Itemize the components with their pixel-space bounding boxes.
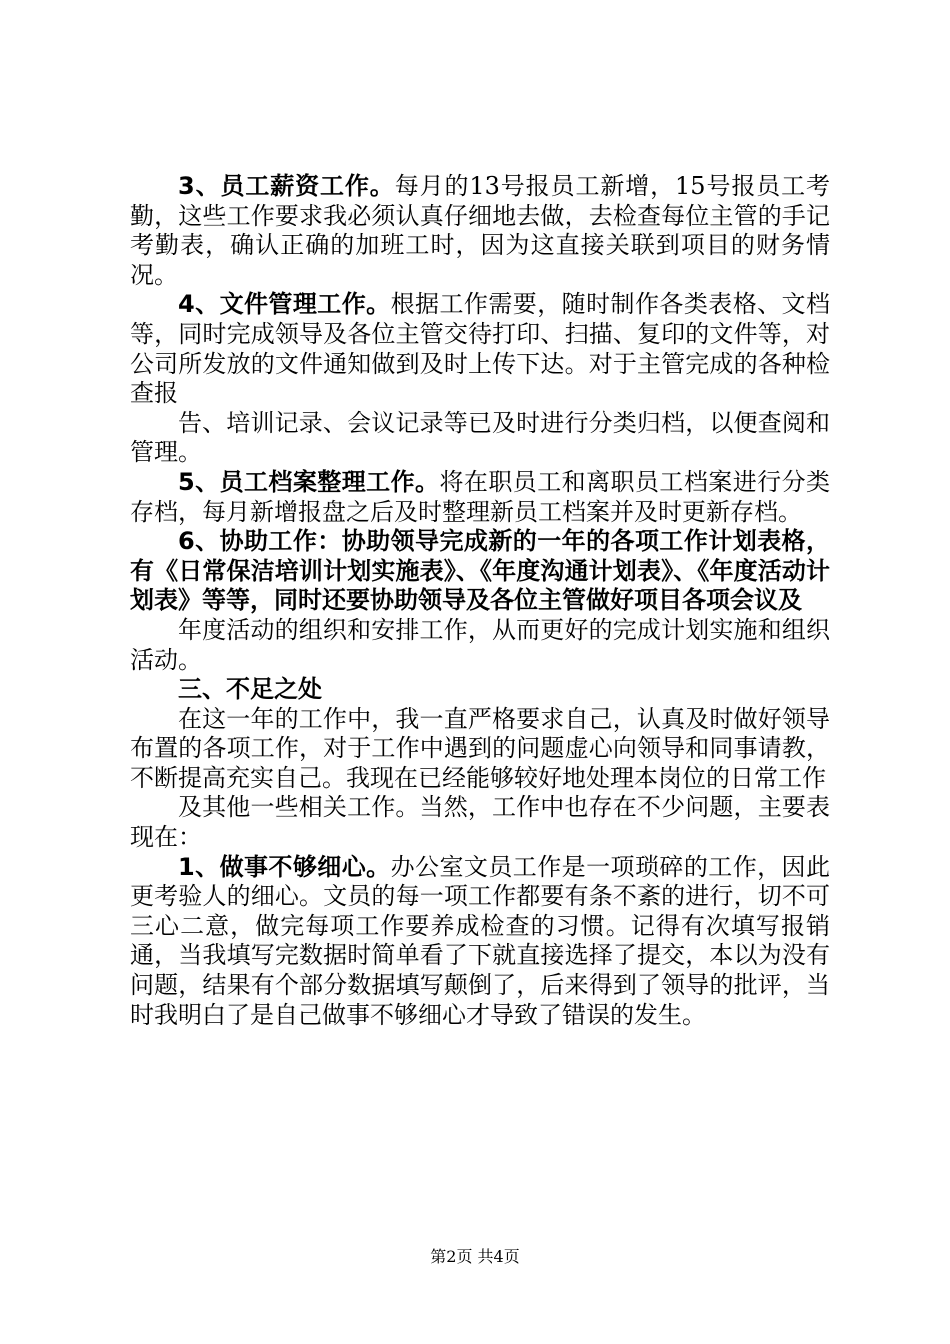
paragraph-summary-cont	[130, 793, 830, 852]
page-footer: 第2页 共4页	[430, 1247, 520, 1266]
paragraph-heading: 5、员工档案整理工作。	[178, 467, 440, 496]
paragraph-text: 告、培训记录、会议记录等已及时进行分类归档，以便查阅和管理。	[130, 408, 830, 467]
document-body	[130, 172, 830, 1030]
paragraph-file-management	[130, 290, 830, 408]
paragraph-text: 在这一年的工作中，我一直严格要求自己，认真及时做好领导布置的各项工作，对于工作中遇到的问题虚心向领导和同事请教，不断提高充实自己。我现在已经能够较好地处理本岗位的日常工作	[130, 704, 830, 792]
paragraph-text: 6、协助工作：协助领导完成新的一年的各项工作计划表格，有《日常保洁培训计划实施表》、《年度沟通计划表》、《年度活动计划表》等等，同时还要协助领导及各位主管做好项目各项会议及	[130, 527, 830, 615]
section-title: 三、不足之处	[178, 675, 322, 704]
paragraph-archives	[130, 468, 830, 527]
paragraph-text: 及其他一些相关工作。当然，工作中也存在不少问题，主要表现在：	[130, 793, 830, 852]
paragraph-text: 每月的13号报员工新增，15号报员工考勤，这些工作要求我必须认真仔细地去做，去检查每位主管的手记考勤表，确认正确的加班工时，因为这直接关联到项目的财务情况。	[130, 172, 831, 289]
paragraph-text: 办公室文员工作是一项琐碎的工作，因此更考验人的细心。文员的每一项工作都要有条不紊的进行，切不可三心二意，做完每项工作要养成检查的习惯。记得有次填写报销通，当我填写完数据时简单看了下就直接选择了提交，本以为没有问题，结果有个部分数据填写颠倒了，后来得到了领导的批评，当时我明白了是自己做事不够细心才导致了错误的发生。	[130, 852, 830, 1029]
paragraph-heading: 4、文件管理工作。	[178, 290, 391, 319]
paragraph-assist	[130, 527, 830, 616]
paragraph-assist-cont	[130, 616, 830, 675]
paragraph-summary	[130, 705, 830, 794]
section-heading	[130, 675, 830, 705]
paragraph-heading: 3、员工薪资工作。	[178, 172, 395, 200]
paragraph-text: 将在职员工和离职员工档案进行分类存档，每月新增报盘之后及时整理新员工档案并及时更新存档。	[130, 467, 831, 526]
paragraph-text: 年度活动的组织和安排工作，从而更好的完成计划实施和组织活动。	[130, 615, 830, 674]
paragraph-salary	[130, 172, 830, 290]
paragraph-text: 根据工作需要，随时制作各类表格、文档等，同时完成领导及各位主管交待打印、扫描、复印的文件等，对公司所发放的文件通知做到及时上传下达。对于主管完成的各种检查报	[130, 290, 830, 408]
paragraph-file-management-cont	[130, 409, 830, 468]
paragraph-not-careful	[130, 853, 830, 1031]
paragraph-heading: 1、做事不够细心。	[178, 852, 391, 881]
